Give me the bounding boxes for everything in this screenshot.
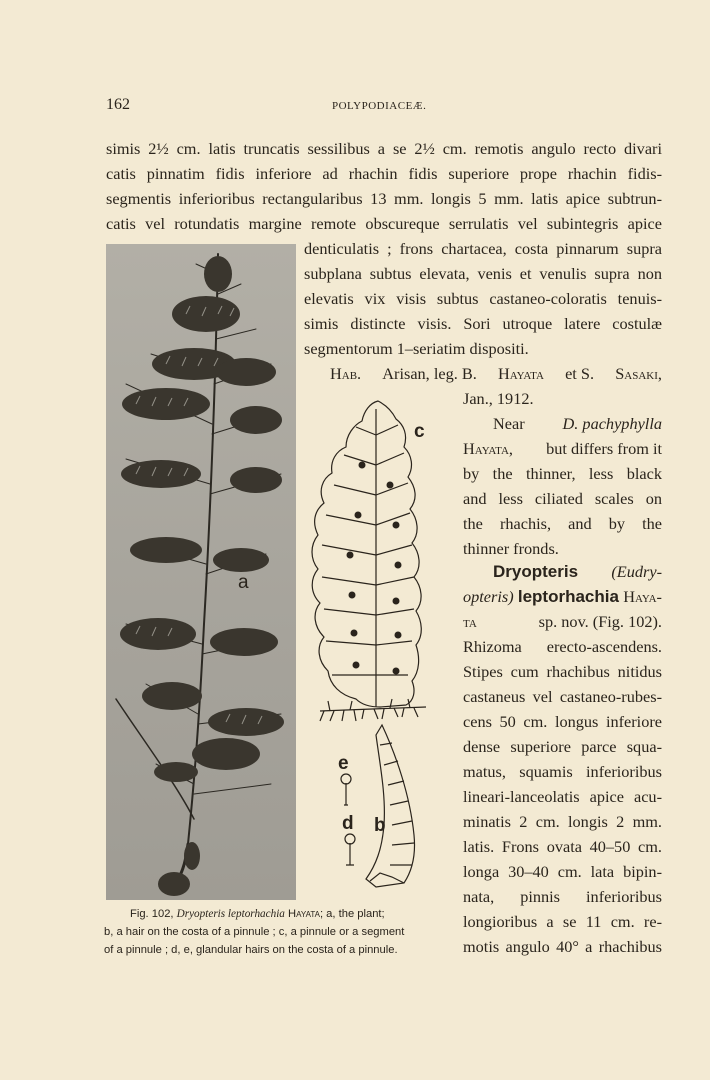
text-line-8: simis distincte visis. Sori utroque latere costulæ — [304, 314, 662, 333]
running-title: POLYPODIACEÆ. — [332, 100, 427, 112]
page-number: 162 — [106, 96, 130, 113]
species-heading-3 — [463, 612, 662, 632]
text-line-6: subplana subtus elevata, venis et venulis supra non — [304, 264, 662, 283]
desc-line-4: cens 50 cm. longus inferiore — [463, 712, 662, 731]
desc-line-12: longioribus a se 11 cm. re- — [463, 912, 662, 931]
genus-name: Dryopteris — [493, 562, 579, 581]
desc-line-3: castaneus vel castaneo-rubes- — [463, 687, 662, 706]
label-a: a — [238, 572, 249, 593]
desc-line-7: lineari-lanceolatis apice acu- — [463, 787, 662, 806]
hab-line — [330, 364, 662, 384]
species-author-b: ta — [463, 612, 477, 631]
desc-line-2: Stipes cum rhachibus nitidus — [463, 662, 662, 681]
figure-caption-line-1 — [130, 906, 385, 923]
label-d: d — [342, 813, 354, 834]
hab-prefix: Hab. — [330, 364, 362, 383]
hab-collector-1: Hayata — [497, 364, 544, 383]
desc-line-6: matus, squamis inferioribus — [463, 762, 662, 781]
fern-silhouette — [106, 244, 296, 900]
subgenus-a: (Eudry- — [611, 562, 662, 581]
desc-line-9: latis. Frons ovata 40–50 cm. — [463, 837, 662, 856]
note-line-1 — [493, 414, 662, 434]
note-line-5: the rhachis, and by the — [463, 514, 662, 533]
text-line-7: elevatis vix visis subtus castaneo-coloratis tenuis- — [304, 289, 662, 308]
note-line-4: and less ciliated scales on — [463, 489, 662, 508]
hab-collector-2: Sasaki, — [615, 364, 662, 383]
note-line-2 — [463, 439, 662, 459]
desc-line-8: minatis 2 cm. longis 2 mm. — [463, 812, 662, 831]
hab-date: Jan., 1912. — [463, 389, 534, 408]
pinnule-drawing — [300, 395, 460, 905]
species-epithet: leptorhachia — [517, 587, 619, 606]
desc-line-10: longa 30–40 cm. lata bipin- — [463, 862, 662, 881]
text-line-1: simis 2½ cm. latis truncatis sessilibus a se 2½ cm. remotis angulo recto divari — [106, 139, 662, 158]
label-b: b — [374, 815, 386, 836]
desc-line-11: nata, pinnis inferioribus — [463, 887, 662, 906]
note-line-6: thinner fronds. — [463, 539, 559, 558]
text-line-9: segmentorum 1–seriatim dispositi. — [304, 339, 529, 358]
species-nov: sp. nov. (Fig. 102). — [538, 612, 662, 631]
desc-line-5: dense superiore parce squa- — [463, 737, 662, 756]
figure-caption-line-3: of a pinnule ; d, e, glandular hairs on the costa of a pinnule. — [104, 944, 398, 956]
caption-figure-number: Fig. 102, — [130, 908, 174, 920]
text-line-4: catis vel rotundatis margine remote obscureque serrulatis vel subintegris apice — [106, 214, 662, 233]
caption-author: Hayata — [288, 908, 320, 920]
hab-text-a: Arisan, leg. B. — [382, 364, 477, 383]
note-text: but differs from it — [546, 439, 662, 458]
figure-caption-line-2: b, a hair on the costa of a pinnule ; c, a pinnule or a segment — [104, 926, 405, 938]
desc-line-1: Rhizoma erecto-ascendens. — [463, 637, 662, 656]
text-line-3: segmentis inferioribus rectangularibus 13 mm. longis 5 mm. latis apice subtrun- — [106, 189, 662, 208]
species-author-a: Haya- — [623, 587, 662, 606]
text-line-2: catis pinnatim fidis inferiore ad rhachin fidis superiore prope rhachin fidis- — [106, 164, 662, 183]
species-heading-1 — [493, 562, 662, 582]
note-near: Near — [493, 414, 525, 433]
note-author: Hayata, — [463, 439, 513, 458]
species-heading-2 — [463, 587, 662, 607]
note-line-3: by the thinner, less black — [463, 464, 662, 483]
label-c: c — [414, 421, 425, 442]
text-line-5: denticulatis ; frons chartacea, costa pinnarum supra — [304, 239, 662, 258]
note-compared-species: D. pachyphylla — [562, 414, 662, 433]
caption-l1-rest: ; a, the plant; — [319, 908, 385, 920]
label-e: e — [338, 753, 349, 774]
plant-photograph — [106, 244, 296, 900]
desc-line-13: motis angulo 40° a rhachibus — [463, 937, 662, 956]
caption-species: Dryopteris leptorhachia — [176, 908, 285, 920]
hab-text-b: et S. — [565, 364, 595, 383]
subgenus-b: opteris) — [463, 587, 514, 606]
